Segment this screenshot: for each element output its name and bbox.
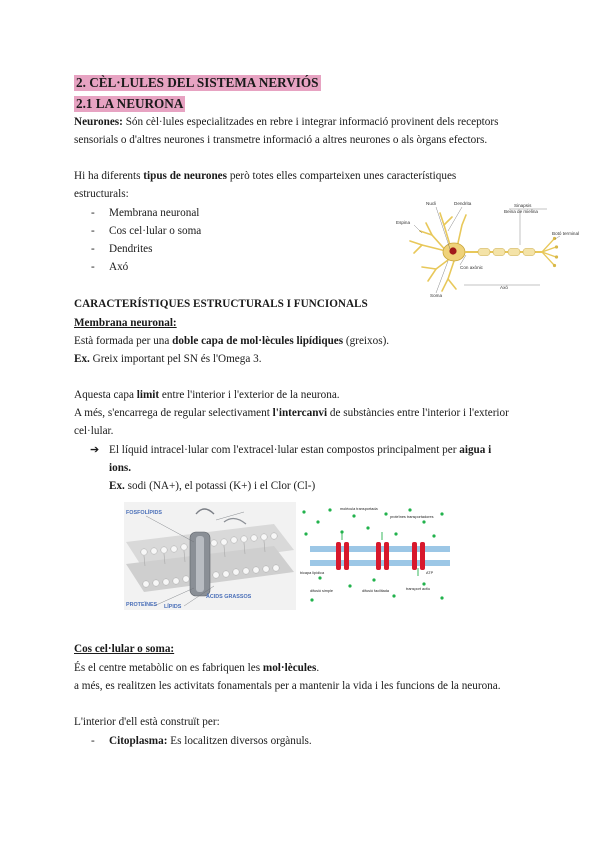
membrane-example: [74, 352, 262, 367]
ions-bullet-cont: ions.: [109, 462, 132, 474]
neuron-diagram: [392, 195, 588, 301]
intro-text-1: Són cèl·lules especialitzades en rebre i integrar informació provinent dels receptors: [122, 116, 499, 128]
membrane-l1-pre: Està formada per una: [74, 335, 173, 347]
neuron-label: Beina de mielina: [504, 209, 538, 214]
soma-item-bold: Citoplasma:: [109, 735, 168, 747]
neuron-label: Sinapsis: [514, 203, 532, 208]
intro-line-2: sensorials o d'altres neurones i transmetre informació a altres neurones o als òrgans efectors.: [74, 134, 488, 146]
membrane-label-left: FOSFOLÍPIDS: [126, 510, 162, 516]
membrane-l3-bold: limit: [136, 389, 160, 401]
membrane-label-left: ÀCIDS GRASSOS: [206, 594, 252, 600]
membrane-l1-post: (greixos).: [343, 335, 390, 347]
transport-label: proteïnes transportadores: [390, 515, 434, 519]
membrane-line-1: [74, 334, 389, 349]
soma-line-2: a més, es realitzen les activitats fonamentals per a mantenir la vida i les funcions de la neurona.: [74, 680, 501, 692]
intro-line-1: [74, 115, 498, 130]
transport-label: difusió facilitada: [362, 589, 390, 593]
nucleus-dot: [449, 247, 456, 254]
section-title: CARACTERÍSTIQUES ESTRUCTURALS I FUNCIONALS: [74, 298, 368, 310]
soma-item-text: Es localitzen diversos orgànuls.: [167, 735, 312, 747]
membrane-l4-bold: l'intercanvi: [272, 407, 328, 419]
ions-example: [109, 479, 315, 494]
membrane-l3-pre: Aquesta capa: [74, 389, 137, 401]
membrane-label-left: LÍPIDS: [164, 604, 182, 610]
neuron-label: Dendrita: [454, 201, 472, 206]
list-item-label: Axó: [109, 261, 129, 273]
membrane-l4-post: de substàncies entre l'interior i l'exterior: [327, 407, 509, 419]
ions-bullet: [90, 443, 491, 458]
soma-line-1: [74, 661, 319, 676]
list-item: - Citoplasma: Es localitzen diversos orgànuls.: [91, 735, 312, 747]
membrane-line-4: [74, 406, 509, 421]
intro-term: Neurones:: [74, 116, 123, 128]
types-post: però totes elles comparteixen unes característiques: [227, 170, 457, 182]
list-item: - Axó: [91, 261, 129, 273]
transport-label: bicapa lipídica: [300, 571, 325, 575]
membrane-l4-pre: A més, s'encarrega de regular selectivament: [74, 407, 273, 419]
membrane-label-left: PROTEÏNES: [126, 602, 158, 608]
soma-l1-bold: mol·lècules: [262, 662, 317, 674]
soma-line-3: L'interior d'ell està construït per:: [74, 716, 220, 728]
neuron-label: Soma: [430, 293, 443, 298]
types-pre: Hi ha diferents: [74, 170, 144, 182]
arrow-right-icon: ➔: [90, 444, 100, 456]
ions-bullet-pre: El líquid intracel·lular com l'extracel·lular estan compostos principalment per: [109, 444, 460, 456]
transport-label: ATP: [426, 571, 434, 575]
soma-l1-pre: És el centre metabòlic on es fabriquen les: [74, 662, 263, 674]
membrane-ex-text: Greix important pel SN és l'Omega 3.: [89, 353, 262, 365]
heading-chapter: 2. CÈL·LULES DEL SISTEMA NERVIÓS: [76, 75, 319, 90]
membrane-line-3: [74, 388, 340, 403]
ions-ex-label: Ex.: [109, 480, 125, 492]
transport-label: transport actiu: [406, 587, 431, 591]
list-item: - Dendrites: [91, 243, 153, 255]
membrane-diagram: [124, 502, 454, 610]
types-line-1: [74, 169, 456, 184]
membrane-l3-post: entre l'interior i l'exterior de la neurona.: [159, 389, 340, 401]
transport-label: difusió simple: [310, 589, 334, 593]
membrane-line-5: cel·lular.: [74, 425, 114, 437]
list-item-label: Cos cel·lular o soma: [109, 225, 202, 237]
transport-label: molècula transportada: [340, 507, 378, 511]
types-bold: tipus de neurones: [143, 170, 228, 182]
membrane-title: Membrana neuronal:: [74, 317, 177, 329]
membrane-ex-label: Ex.: [74, 353, 90, 365]
membrane-l1-bold: doble capa de mol·lècules lipídiques: [172, 335, 344, 347]
neuron-label: Espina: [396, 220, 411, 225]
transport-diagram: [296, 502, 454, 610]
list-item: - Cos cel·lular o soma: [91, 225, 202, 237]
ions-bullet-bold: aigua i: [459, 444, 492, 456]
soma-title: Cos cel·lular o soma:: [74, 643, 175, 655]
neuron-label: Nucli: [426, 201, 437, 206]
neuron-label: Axó: [500, 285, 508, 290]
list-item-label: Dendrites: [109, 243, 153, 255]
ions-ex-text: sodi (NA+), el potassi (K+) i el Clor (Cl-): [124, 480, 316, 492]
neuron-label: Con axònic: [460, 265, 483, 270]
list-item: - Membrana neuronal: [91, 207, 200, 219]
list-item-label: Membrana neuronal: [109, 207, 200, 219]
neuron-label: Botó terminal: [552, 231, 580, 236]
heading-section: 2.1 LA NEURONA: [76, 96, 184, 111]
types-line-2: estructurals:: [74, 188, 129, 200]
soma-l1-post: .: [316, 662, 320, 674]
